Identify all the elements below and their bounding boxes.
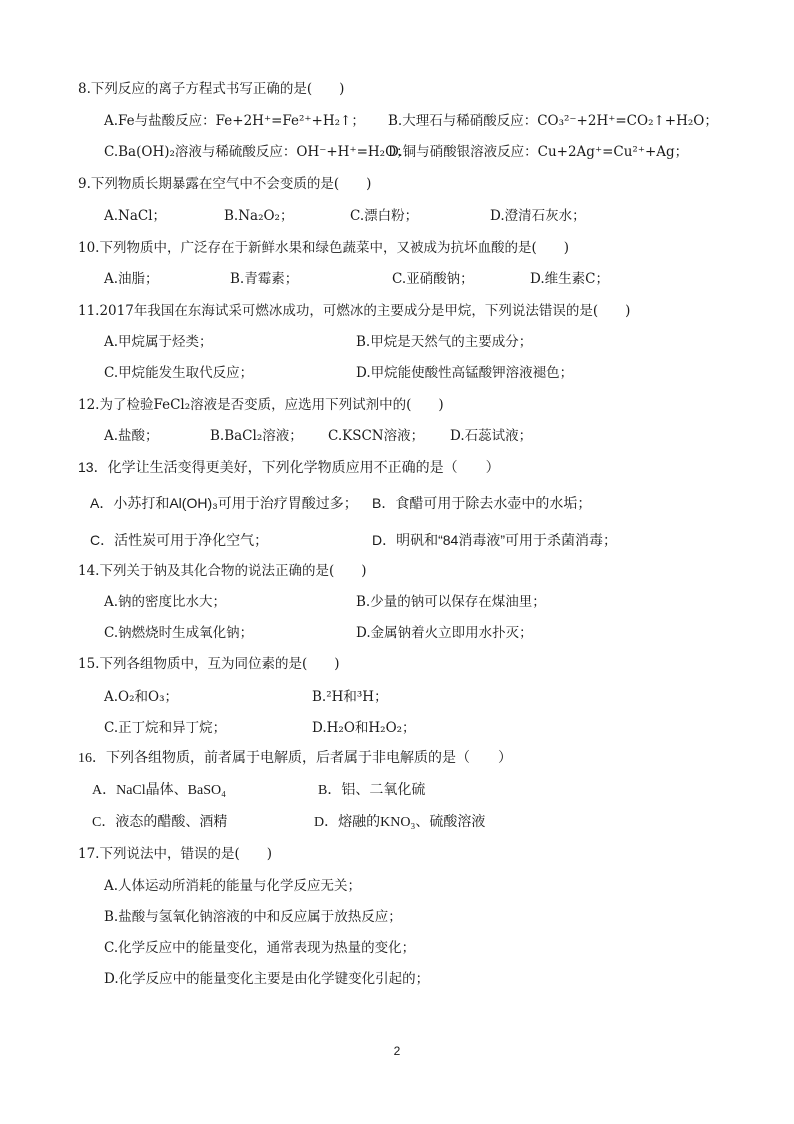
question-10-stem: 10.下列物质中，广泛存在于新鲜水果和绿色蔬菜中，又被成为抗坏血酸的是( ) bbox=[78, 240, 570, 256]
question-17-option-a: A.人体运动所消耗的能量与化学反应无关； bbox=[104, 878, 362, 894]
question-8-option-c: C.Ba(OH)₂溶液与稀硫酸反应：OH⁻+H⁺=H₂O； bbox=[104, 144, 410, 160]
question-14-option-c: C.钠燃烧时生成氧化钠； bbox=[104, 625, 254, 641]
question-11-stem: 11.2017年我国在东海试采可燃冰成功，可燃冰的主要成分是甲烷，下列说法错误的是( ) bbox=[78, 303, 631, 319]
question-13-stem: 13．化学让生活变得更美好，下列化学物质应用不正确的是（ ） bbox=[78, 459, 500, 475]
question-16-option-c: C．液态的醋酸、酒精 bbox=[92, 815, 228, 830]
question-14-option-d: D.金属钠着火立即用水扑灭； bbox=[356, 625, 533, 641]
question-8-option-b: B.大理石与稀硝酸反应：CO₃²⁻+2H⁺=CO₂↑+H₂O； bbox=[388, 113, 718, 129]
question-13-option-d: D．明矾和“84消毒液”可用于杀菌消毒； bbox=[372, 532, 618, 548]
question-15-option-c: C.正丁烷和异丁烷； bbox=[104, 720, 227, 736]
question-15-option-d: D.H₂O和H₂O₂； bbox=[312, 720, 416, 736]
question-11-option-d: D.甲烷能使酸性高锰酸钾溶液褪色； bbox=[356, 365, 574, 381]
question-9-option-d: D.澄清石灰水； bbox=[490, 208, 586, 224]
question-12-option-c: C.KSCN溶液； bbox=[328, 428, 425, 444]
question-16-option-d: D．熔融的KNO₃、硫酸溶液 bbox=[314, 815, 486, 830]
question-12-option-d: D.石蕊试液； bbox=[450, 428, 533, 444]
page-number: 2 bbox=[393, 1044, 401, 1058]
question-17-option-c: C.化学反应中的能量变化，通常表现为热量的变化； bbox=[104, 940, 416, 956]
question-11-option-b: B.甲烷是天然气的主要成分； bbox=[356, 334, 533, 350]
question-9-option-b: B.Na₂O₂； bbox=[224, 208, 294, 224]
question-16-option-b: B．铝、二氧化硫 bbox=[318, 783, 426, 798]
question-14-option-b: B.少量的钠可以保存在煤油里； bbox=[356, 594, 546, 610]
question-16-stem: 16．下列各组物质，前者属于电解质，后者属于非电解质的是（ ） bbox=[78, 751, 512, 766]
question-8-option-d: D.铜与硝酸银溶液反应：Cu+2Ag⁺=Cu²⁺+Ag； bbox=[388, 144, 689, 160]
question-17-option-d: D.化学反应中的能量变化主要是由化学键变化引起的； bbox=[104, 971, 430, 987]
question-10-option-b: B.青霉素； bbox=[230, 271, 299, 287]
question-10-option-d: D.维生素C； bbox=[530, 271, 609, 287]
question-16-option-a: A．NaCl晶体、BaSO₄ bbox=[92, 783, 226, 798]
question-15-option-b: B.²H和³H； bbox=[312, 689, 388, 705]
question-14-stem: 14.下列关于钠及其化合物的说法正确的是( ) bbox=[78, 563, 367, 579]
question-8-stem: 8.下列反应的离子方程式书写正确的是( ) bbox=[78, 81, 345, 97]
question-17-option-b: B.盐酸与氢氧化钠溶液的中和反应属于放热反应； bbox=[104, 909, 402, 925]
question-13-option-b: B．食醋可用于除去水壶中的水垢； bbox=[372, 495, 592, 511]
question-13-option-a: A．小苏打和Al(OH)₃可用于治疗胃酸过多； bbox=[90, 495, 358, 511]
question-9-option-c: C.漂白粉； bbox=[350, 208, 419, 224]
question-12-stem: 12.为了检验FeCl₂溶液是否变质，应选用下列试剂中的( ) bbox=[78, 397, 444, 413]
question-15-stem: 15.下列各组物质中，互为同位素的是( ) bbox=[78, 656, 340, 672]
question-15-option-a: A.O₂和O₃； bbox=[104, 689, 178, 705]
question-12-option-b: B.BaCl₂溶液； bbox=[210, 428, 303, 444]
question-14-option-a: A.钠的密度比水大； bbox=[104, 594, 227, 610]
question-11-option-c: C.甲烷能发生取代反应； bbox=[104, 365, 254, 381]
question-8-option-a: A.Fe与盐酸反应：Fe+2H⁺=Fe²⁺+H₂↑； bbox=[104, 113, 365, 129]
question-17-stem: 17.下列说法中，错误的是( ) bbox=[78, 846, 273, 862]
question-12-option-a: A.盐酸； bbox=[104, 428, 159, 444]
question-10-option-c: C.亚硝酸钠； bbox=[392, 271, 474, 287]
question-9-stem: 9.下列物质长期暴露在空气中不会变质的是( ) bbox=[78, 176, 372, 192]
question-10-option-a: A.油脂； bbox=[104, 271, 159, 287]
question-11-option-a: A.甲烷属于烃类； bbox=[104, 334, 213, 350]
question-9-option-a: A.NaCl； bbox=[104, 208, 167, 224]
question-13-option-c: C．活性炭可用于净化空气； bbox=[90, 532, 269, 548]
